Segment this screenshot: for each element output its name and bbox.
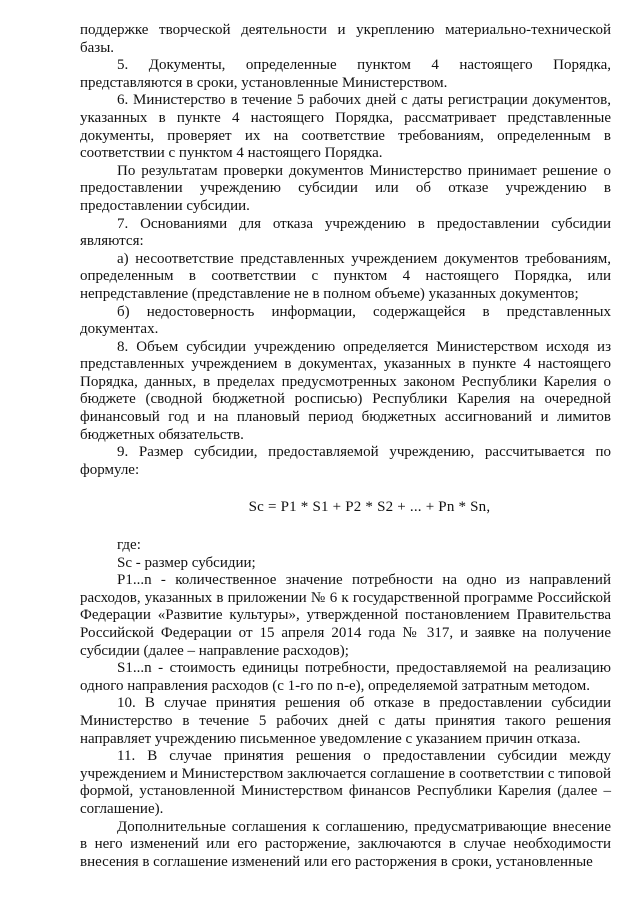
subsidy-formula: Sc = P1 * S1 + P2 * S2 + ... + Pn * Sn, [248, 499, 491, 516]
document-body [80, 22, 611, 871]
paragraph-item-7: 7. Основаниями для отказа учреждению в предоставлении субсидии являются: [80, 215, 611, 250]
paragraph-item-6: 6. Министерство в течение 5 рабочих дней с даты регистрации документов, указанных в пункте 4 настоящего Порядка, рассматривает представленные документы, проверяет их на соответствие требованиям, определенным в соответствии с пунктом 4 настоящего Порядка. [80, 92, 611, 162]
formula-where-label: где: [117, 537, 141, 554]
paragraph-additional-agreements: Дополнительные соглашения к соглашению, предусматривающие внесение в него изменений или его расторжение, заключаются в случае необходимости внесения в соглашение изменений или его расторжения в сроки, установленные [80, 818, 611, 870]
paragraph-item-7b: б) недостоверность информации, содержащейся в представленных документах. [80, 303, 611, 338]
paragraph-item-5: 5. Документы, определенные пунктом 4 настоящего Порядка, представляются в сроки, установленные Министерством. [80, 57, 611, 91]
formula-definition-s: S1...n - стоимость единицы потребности, предоставляемой на реализацию одного направления расходов (с 1-го по n-е), определяемой затратным методом. [80, 660, 611, 694]
paragraph-check-results: По результатам проверки документов Министерство принимает решение о предоставлении учреждению субсидии или об отказе учреждению в предоставлении субсидии. [80, 162, 611, 214]
paragraph-item-10: 10. В случае принятия решения об отказе в предоставлении субсидии Министерство в течение 5 рабочих дней с даты принятия такого решения направляет учреждению письменное уведомление с указанием причин отказа. [80, 695, 611, 747]
formula-definition-p: P1...n - количественное значение потребности на одно из направлений расходов, указанных в приложении № 6 к государственной программе Российской Федерации «Развитие культуры», утвержденной постановлением Правительства Российской Федерации от 15 апреля 2014 года № 317, и заявке на получение субсидии (далее – направление расходов); [80, 572, 611, 659]
paragraph-item-8: 8. Объем субсидии учреждению определяется Министерством исходя из представленных учреждением в документах, указанных в пункте 4 настоящего Порядка, данных, в пределах предусмотренных законом Республики Карелия о бюджете (сводной бюджетной росписью) Республики Карелия на очередной финансовый год и на плановый период бюджетных ассигнований и лимитов бюджетных обязательств. [80, 338, 611, 443]
paragraph-item-9: 9. Размер субсидии, предоставляемой учреждению, рассчитывается по формуле: [80, 444, 611, 478]
paragraph-item-11: 11. В случае принятия решения о предоставлении субсидии между учреждением и Министерством заключается соглашение в соответствии с типовой формой, установленной Министерством финансов Республики Карелия (далее – соглашение). [80, 748, 611, 817]
formula-definition-sc: Sc - размер субсидии; [117, 554, 256, 571]
paragraph-item-7a: а) несоответствие представленных учреждением документов требованиям, определенным в соответствии с пунктом 4 настоящего Порядка, или непредставление (представление не в полном объеме) указанных документов; [80, 250, 611, 302]
paragraph-continuation: поддержке творческой деятельности и укреплению материально-технической базы. [80, 22, 611, 56]
